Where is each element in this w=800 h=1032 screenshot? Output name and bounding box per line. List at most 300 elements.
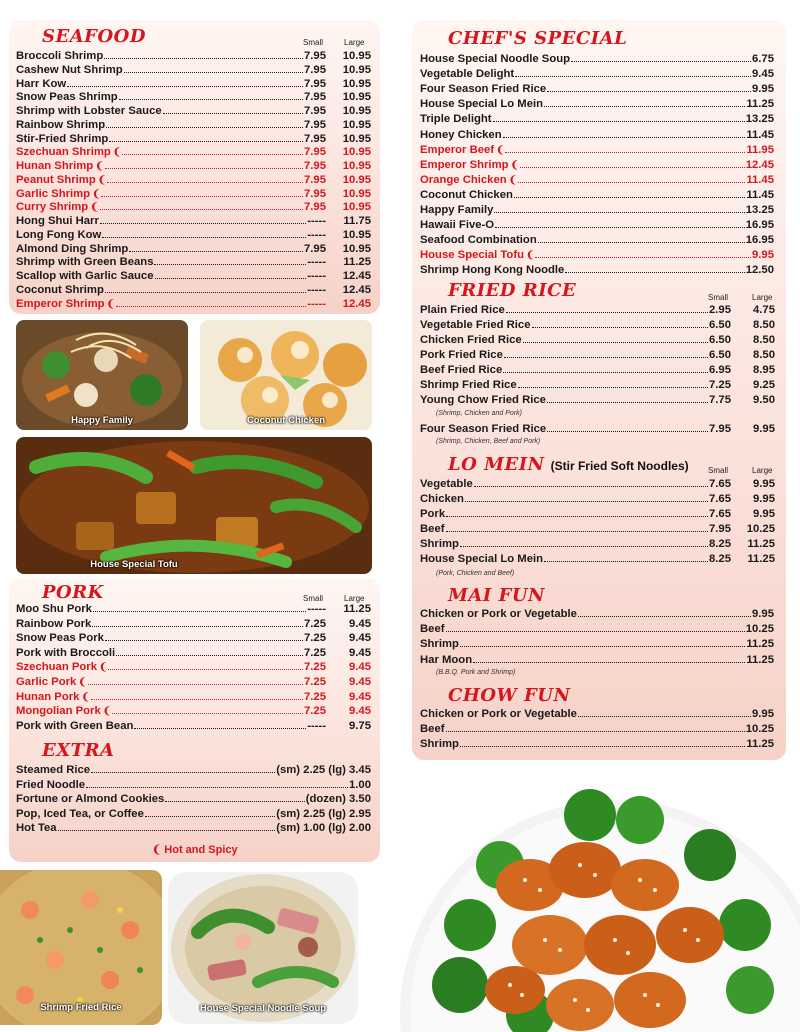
menu-item-small-price: 7.95 xyxy=(304,187,326,200)
dot-leader xyxy=(578,616,751,617)
menu-item-name: Shrimp Hong Kong Noodle xyxy=(420,264,565,277)
dot-leader xyxy=(538,242,745,243)
menu-item-row xyxy=(420,318,775,333)
menu-item-small-price: 6.95 xyxy=(709,364,731,376)
menu-item-name: Beef xyxy=(420,723,445,735)
menu-item-large-price: 9.95 xyxy=(753,478,775,490)
photo-happy-family xyxy=(16,320,188,430)
menu-item-name: Pop, Iced Tea, or Coffee xyxy=(16,807,144,820)
dot-leader xyxy=(460,546,708,547)
menu-item-large-price: 10.95 xyxy=(342,201,371,214)
menu-item-name: Stir-Fried Shrimp xyxy=(16,132,109,145)
menu-item-small-price: 7.25 xyxy=(304,661,326,674)
menu-item-price: 11.25 xyxy=(746,98,774,111)
menu-item-name: House Special Lo Mein xyxy=(420,553,544,565)
dot-leader xyxy=(504,357,708,358)
dot-leader xyxy=(58,830,276,831)
menu-item-large-price: 9.25 xyxy=(753,379,775,391)
pork-title: PORK xyxy=(42,582,104,603)
menu-item-name: Vegetable Delight xyxy=(420,68,515,81)
dot-leader xyxy=(119,99,303,100)
menu-item-name: Harr Kow xyxy=(16,77,67,90)
menu-item-large-price: 9.45 xyxy=(349,690,371,703)
menu-item-name: Szechuan Shrimp xyxy=(16,146,111,159)
menu-item-row xyxy=(16,704,371,719)
menu-item-name: Shrimp Fried Rice xyxy=(420,379,517,391)
menu-item-name: Chicken or Pork or Vegetable xyxy=(420,608,577,620)
menu-item-name: Coconut Shrimp xyxy=(16,283,104,296)
menu-item-large-price: 10.95 xyxy=(342,77,371,90)
menu-item-name: Moo Shu Pork xyxy=(16,603,92,615)
dot-leader xyxy=(154,264,306,265)
menu-item-row xyxy=(16,297,371,312)
menu-item-row xyxy=(16,63,371,78)
dot-leader xyxy=(102,237,306,238)
menu-item-small-price: ----- xyxy=(307,603,326,615)
menu-item-small-price: 7.25 xyxy=(304,690,326,703)
menu-item-small-price: 7.25 xyxy=(304,632,326,645)
dot-leader xyxy=(503,372,708,373)
dot-leader xyxy=(523,342,708,343)
menu-item-large-price: 8.50 xyxy=(753,334,775,346)
dot-leader xyxy=(503,137,746,138)
menu-item-name: Rainbow Pork xyxy=(16,617,92,630)
menu-item-row xyxy=(420,82,774,97)
hot-legend xyxy=(152,843,238,856)
menu-item-row xyxy=(16,617,371,632)
dot-leader xyxy=(100,209,303,210)
menu-item-large-price: 10.95 xyxy=(342,242,371,255)
menu-item-row xyxy=(420,522,775,537)
menu-item-small-price: 7.95 xyxy=(304,63,326,76)
menu-item-large-price: 11.25 xyxy=(747,553,775,565)
dot-leader xyxy=(473,662,745,663)
menu-item-small-price: 7.95 xyxy=(304,132,326,145)
menu-item-name: Emperor Shrimp xyxy=(16,297,105,310)
dot-leader xyxy=(520,167,745,168)
dot-leader xyxy=(91,772,275,773)
menu-item-row xyxy=(420,707,774,722)
dot-leader xyxy=(116,306,306,307)
dot-leader xyxy=(105,640,303,641)
menu-item-small-price: 7.25 xyxy=(304,646,326,659)
menu-item-small-price: 7.95 xyxy=(709,523,731,535)
menu-item-price: 11.25 xyxy=(746,653,774,666)
menu-item-name: Mongolian Pork xyxy=(16,705,101,718)
menu-item-row xyxy=(16,145,371,160)
menu-item-name: Shrimp xyxy=(420,538,459,550)
menu-item-large-price: 9.75 xyxy=(349,719,371,732)
menu-item-small-price: 7.65 xyxy=(709,493,731,505)
menu-item-name: Garlic Pork xyxy=(16,676,77,688)
photo-shrimp-fried-rice xyxy=(0,870,162,1025)
menu-item-row xyxy=(16,660,371,675)
menu-item-name: Peanut Shrimp xyxy=(16,173,96,186)
menu-item-large-price: 10.95 xyxy=(342,105,371,117)
menu-item-row xyxy=(16,242,371,257)
menu-item-large-price: 10.95 xyxy=(342,173,371,186)
lo-mein-title xyxy=(448,454,689,475)
menu-item-large-price: 11.25 xyxy=(343,256,371,269)
lo-mein-large-header: Large xyxy=(752,466,773,475)
menu-item-large-price: 10.95 xyxy=(342,118,371,131)
dot-leader xyxy=(91,699,303,700)
dot-leader xyxy=(124,72,303,73)
dot-leader xyxy=(506,312,708,313)
menu-item-price: 11.45 xyxy=(746,173,774,186)
menu-item-small-price: 7.95 xyxy=(304,160,326,172)
menu-item-row xyxy=(420,607,774,622)
menu-item-name: Scallop with Garlic Sauce xyxy=(16,270,154,282)
chili-icon: ❨ xyxy=(97,174,107,186)
menu-item-row xyxy=(420,552,775,567)
menu-item-small-price: ----- xyxy=(307,719,326,732)
dot-leader xyxy=(67,86,303,87)
lo-mein-note: (Pork, Chicken and Beef) xyxy=(436,570,515,577)
dot-leader xyxy=(92,626,303,627)
menu-item-name: Hunan Pork xyxy=(16,690,80,703)
menu-item-large-price: 10.95 xyxy=(342,187,371,200)
dot-leader xyxy=(460,746,745,747)
menu-item-row xyxy=(420,637,774,652)
menu-item-row xyxy=(420,112,774,127)
menu-item-row xyxy=(420,537,775,552)
menu-item-row xyxy=(420,203,774,218)
menu-item-small-price: 7.65 xyxy=(709,508,731,520)
dot-leader xyxy=(578,716,751,717)
dot-leader xyxy=(446,516,708,517)
menu-item-row xyxy=(420,622,774,637)
menu-item-small-price: 7.95 xyxy=(304,201,326,214)
menu-item-name: Pork with Green Bean xyxy=(16,719,134,732)
menu-item-price: 12.45 xyxy=(745,158,774,171)
menu-item-small-price: 7.25 xyxy=(304,676,326,688)
menu-item-row xyxy=(420,348,775,363)
menu-item-name: Vegetable Fried Rice xyxy=(420,319,531,331)
menu-item-small-price: 7.95 xyxy=(304,118,326,131)
menu-item-row xyxy=(420,67,774,82)
menu-item-price: (dozen) 3.50 xyxy=(305,793,371,806)
menu-item-name: House Special Tofu xyxy=(420,249,524,262)
chili-icon: ❨ xyxy=(526,250,535,262)
menu-item-price: 9.95 xyxy=(752,708,774,720)
menu-item-price: 11.25 xyxy=(746,738,774,750)
menu-item-large-price: 10.95 xyxy=(342,63,371,76)
menu-item-name: Shrimp xyxy=(420,638,459,651)
menu-item-name: Chicken Fried Rice xyxy=(420,334,522,346)
menu-item-row xyxy=(16,719,371,734)
dot-leader xyxy=(100,223,306,224)
menu-item-large-price: 10.95 xyxy=(342,146,371,159)
dot-leader xyxy=(460,646,745,647)
menu-item-large-price: 9.45 xyxy=(349,705,371,718)
dot-leader xyxy=(108,669,303,670)
fried-rice-title: FRIED RICE xyxy=(448,280,577,301)
menu-item-row xyxy=(16,214,371,229)
dot-leader xyxy=(532,327,708,328)
menu-item-name: Four Season Fried Rice xyxy=(420,83,547,96)
menu-item-price: 9.95 xyxy=(752,608,774,620)
dot-leader xyxy=(518,182,745,183)
menu-item-name: Happy Family xyxy=(420,204,494,216)
menu-item-large-price: 9.95 xyxy=(753,508,775,520)
menu-item-name: Snow Peas Pork xyxy=(16,632,104,645)
dot-leader xyxy=(93,611,306,612)
menu-item-small-price: 7.95 xyxy=(709,423,731,435)
menu-item-name: Young Chow Fried Rice xyxy=(420,394,546,406)
menu-item-name: Hunan Shrimp xyxy=(16,160,94,172)
seafood-large-header: Large xyxy=(344,38,365,47)
dot-leader xyxy=(101,196,303,197)
menu-item-large-price: 9.45 xyxy=(349,676,371,688)
dot-leader xyxy=(547,402,708,403)
menu-item-price: 11.95 xyxy=(746,143,774,156)
menu-item-row xyxy=(16,159,371,174)
dot-leader xyxy=(565,272,744,273)
menu-item-row xyxy=(420,188,774,203)
menu-item-row xyxy=(420,97,774,112)
young-chow-note: (Shrimp, Chicken and Pork) xyxy=(436,410,522,417)
menu-item-row xyxy=(16,602,371,617)
photo-house-special-tofu xyxy=(16,437,372,574)
menu-item-name: Long Fong Kow xyxy=(16,228,102,241)
menu-item-row xyxy=(16,690,371,705)
happy-family-caption: Happy Family xyxy=(71,415,133,426)
menu-item-name: Beef xyxy=(420,623,445,636)
house-special-noodle-soup-caption: House Special Noodle Soup xyxy=(199,1003,327,1014)
menu-item-large-price: 9.45 xyxy=(349,646,371,659)
dot-leader xyxy=(514,197,745,198)
fried-rice-large-header: Large xyxy=(752,293,773,302)
menu-item-large-price: 8.95 xyxy=(753,364,775,376)
house-special-noodle-soup-image xyxy=(168,872,358,1024)
menu-item-large-price: 12.45 xyxy=(342,297,371,310)
mai-fun-title: MAI FUN xyxy=(448,585,546,606)
menu-item-small-price: 7.95 xyxy=(304,91,326,104)
menu-item-row xyxy=(420,722,774,737)
menu-item-row xyxy=(16,187,371,202)
menu-item-small-price: 7.95 xyxy=(304,146,326,159)
menu-item-large-price: 4.75 xyxy=(753,304,775,316)
menu-item-name: Broccoli Shrimp xyxy=(16,50,104,62)
menu-item-small-price: ----- xyxy=(307,228,326,241)
menu-item-small-price: 7.25 xyxy=(304,617,326,630)
dot-leader xyxy=(493,121,745,122)
menu-item-name: Plain Fried Rice xyxy=(420,304,505,316)
menu-item-price: (sm) 1.00 (lg) 2.00 xyxy=(276,822,371,835)
menu-item-small-price: ----- xyxy=(307,215,326,227)
dot-leader xyxy=(505,152,745,153)
menu-item-row xyxy=(420,263,774,278)
dot-leader xyxy=(515,76,751,77)
lo-mein-title-text: LO MEIN xyxy=(448,454,545,475)
menu-item-row xyxy=(420,233,774,248)
photo-house-special-noodle-soup xyxy=(168,872,358,1024)
chefs-special-title: CHEF'S SPECIAL xyxy=(448,28,628,49)
menu-item-name: Fried Noodle xyxy=(16,778,86,791)
dot-leader xyxy=(88,684,303,685)
menu-item-row xyxy=(420,363,775,378)
menu-item-name: Pork xyxy=(420,508,446,520)
menu-item-name: Almond Ding Shrimp xyxy=(16,242,129,255)
menu-item-name: Seafood Combination xyxy=(420,234,537,247)
menu-item-name: Beef Fried Rice xyxy=(420,364,503,376)
menu-item-large-price: 9.95 xyxy=(753,423,775,435)
dot-leader xyxy=(122,154,303,155)
menu-item-row xyxy=(16,90,371,105)
chili-icon: ❨ xyxy=(510,159,519,171)
menu-item-name: Hot Tea xyxy=(16,822,57,835)
menu-item-price: 9.95 xyxy=(752,83,774,96)
chili-icon: ❨ xyxy=(152,844,162,856)
menu-item-name: Pork with Broccoli xyxy=(16,646,116,659)
dot-leader xyxy=(571,61,751,62)
menu-item-small-price: 7.65 xyxy=(709,478,731,490)
menu-item-large-price: 10.25 xyxy=(746,523,775,535)
menu-item-name: Coconut Chicken xyxy=(420,188,513,201)
menu-item-row xyxy=(16,778,371,793)
menu-item-row xyxy=(420,218,774,233)
dot-leader xyxy=(106,127,303,128)
menu-item-name: Rainbow Shrimp xyxy=(16,118,106,131)
menu-item-row xyxy=(16,807,371,822)
menu-item-large-price: 9.45 xyxy=(349,617,371,630)
menu-item-small-price: 6.50 xyxy=(709,349,731,361)
mai-fun-note: (B.B.Q. Pork and Shrimp) xyxy=(436,669,516,676)
menu-item-row xyxy=(420,507,775,522)
menu-item-large-price: 10.95 xyxy=(342,132,371,145)
lo-mein-subtitle: (Stir Fried Soft Noodles) xyxy=(550,459,689,473)
menu-item-large-price: 10.95 xyxy=(342,228,371,241)
menu-item-small-price: ----- xyxy=(307,297,326,310)
dot-leader xyxy=(145,816,275,817)
photo-sesame-chicken xyxy=(400,775,800,1032)
menu-item-name: Szechuan Pork xyxy=(16,661,97,674)
menu-item-price: 9.45 xyxy=(752,68,774,81)
menu-item-small-price: 8.25 xyxy=(709,538,731,550)
menu-item-name: Beef xyxy=(420,523,445,535)
menu-item-large-price: 9.50 xyxy=(753,394,775,406)
dot-leader xyxy=(544,106,745,107)
house-special-tofu-caption: House Special Tofu xyxy=(90,559,178,570)
dot-leader xyxy=(518,387,708,388)
dot-leader xyxy=(134,728,306,729)
menu-item-name: Pork Fried Rice xyxy=(420,349,503,361)
menu-item-name: Shrimp xyxy=(420,738,459,750)
menu-item-row xyxy=(420,378,775,393)
menu-item-large-price: 9.45 xyxy=(349,632,371,645)
menu-item-price: 11.25 xyxy=(746,638,774,651)
four-season-note: (Shrimp, Chicken, Beef and Pork) xyxy=(436,438,541,445)
menu-item-row xyxy=(16,132,371,147)
menu-item-small-price: 2.95 xyxy=(709,304,731,316)
menu-item-name: Four Season Fried Rice xyxy=(420,423,547,435)
menu-item-row xyxy=(420,52,774,67)
chili-icon: ❨ xyxy=(92,188,101,200)
menu-item-small-price: 7.95 xyxy=(304,50,326,62)
menu-item-price: 1.00 xyxy=(349,778,371,791)
menu-item-row xyxy=(420,143,774,158)
menu-item-price: 11.45 xyxy=(746,188,774,201)
sesame-chicken-image xyxy=(400,775,800,1032)
menu-item-price: 10.25 xyxy=(745,723,774,735)
menu-item-small-price: 7.25 xyxy=(709,379,731,391)
menu-item-large-price: 11.25 xyxy=(343,603,371,615)
chili-icon: ❨ xyxy=(81,691,90,703)
chili-icon: ❨ xyxy=(99,662,108,674)
menu-item-row xyxy=(16,173,371,188)
dot-leader xyxy=(105,168,303,169)
menu-item-small-price: 6.50 xyxy=(709,334,731,346)
chow-fun-title: CHOW FUN xyxy=(448,685,571,706)
menu-item-row xyxy=(420,393,775,408)
menu-item-name: Garlic Shrimp xyxy=(16,187,91,200)
menu-item-small-price: ----- xyxy=(307,256,326,269)
dot-leader xyxy=(535,257,751,258)
dot-leader xyxy=(109,141,303,142)
menu-item-row xyxy=(420,737,774,752)
menu-item-row xyxy=(420,492,775,507)
menu-item-large-price: 10.95 xyxy=(342,50,371,62)
dot-leader xyxy=(105,292,306,293)
menu-item-large-price: 10.95 xyxy=(342,91,371,104)
menu-item-row xyxy=(420,158,774,173)
menu-item-row xyxy=(16,200,371,215)
menu-item-small-price: 7.75 xyxy=(709,394,731,406)
house-special-tofu-image xyxy=(16,437,372,574)
dot-leader xyxy=(165,801,304,802)
menu-item-name: Triple Delight xyxy=(420,113,492,126)
dot-leader xyxy=(547,431,708,432)
seafood-title: SEAFOOD xyxy=(42,26,146,47)
dot-leader xyxy=(107,182,303,183)
dot-leader xyxy=(465,501,708,502)
menu-item-name: Har Moon xyxy=(420,653,473,666)
menu-item-row xyxy=(16,118,371,133)
menu-item-name: Shrimp with Lobster Sauce xyxy=(16,105,162,117)
menu-item-small-price: 7.25 xyxy=(304,705,326,718)
chili-icon: ❨ xyxy=(112,147,122,159)
menu-item-small-price: ----- xyxy=(307,270,326,282)
coconut-chicken-caption: Coconut Chicken xyxy=(246,415,326,426)
menu-item-small-price: 7.95 xyxy=(304,242,326,255)
menu-item-row xyxy=(16,104,371,119)
menu-item-large-price: 9.45 xyxy=(349,661,371,674)
chili-icon: ❨ xyxy=(102,706,112,718)
menu-item-small-price: 7.95 xyxy=(304,173,326,186)
menu-item-name: Emperor Shrimp xyxy=(420,158,509,171)
menu-item-large-price: 10.95 xyxy=(342,160,371,172)
menu-item-row xyxy=(16,77,371,92)
menu-item-row xyxy=(420,653,774,668)
happy-family-image xyxy=(16,320,188,430)
menu-item-name: Snow Peas Shrimp xyxy=(16,91,118,104)
menu-item-row xyxy=(420,333,775,348)
menu-item-row xyxy=(16,792,371,807)
menu-item-row xyxy=(420,173,774,188)
menu-item-row xyxy=(420,128,774,143)
menu-item-row xyxy=(16,631,371,646)
menu-item-name: Emperor Beef xyxy=(420,143,495,156)
dot-leader xyxy=(547,91,751,92)
coconut-chicken-image xyxy=(200,320,372,430)
menu-item-price: 13.25 xyxy=(745,204,774,216)
fried-rice-small-header: Small xyxy=(708,293,729,302)
extra-title: EXTRA xyxy=(42,740,115,761)
menu-item-row xyxy=(16,675,371,690)
menu-item-large-price: 11.75 xyxy=(343,215,371,227)
dot-leader xyxy=(104,58,303,59)
